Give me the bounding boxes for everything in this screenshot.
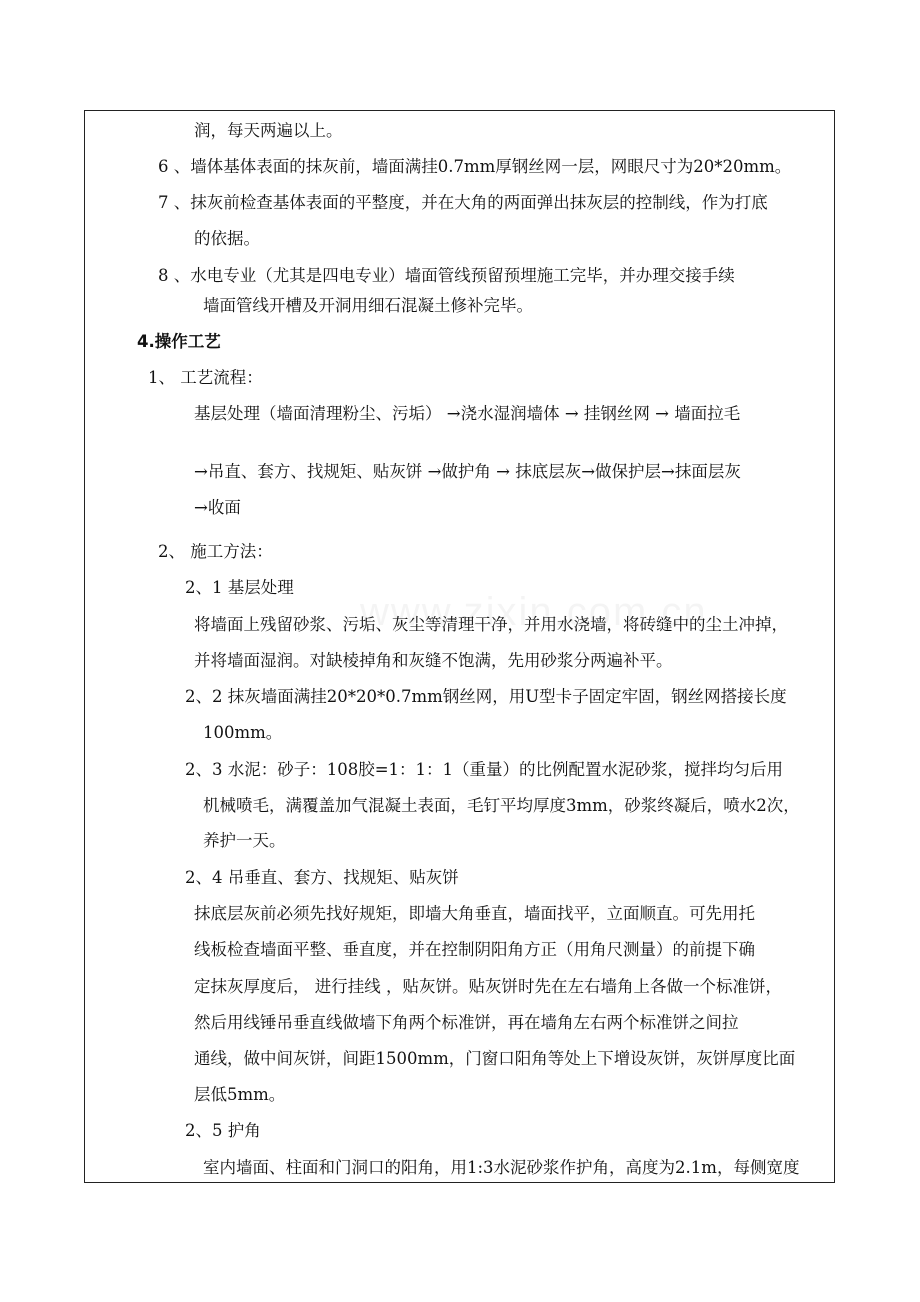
text-line: 1、 工艺流程： [148, 368, 263, 387]
text-line: 机械喷毛，满覆盖加气混凝土表面，毛钉平均厚度3mm，砂浆终凝后，喷水2次， [203, 796, 800, 815]
text-line: 100mm。 [203, 723, 283, 742]
text-line: 将墙面上残留砂浆、污垢、灰尘等清理干净，并用水浇墙，将砖缝中的尘土冲掉， [194, 615, 788, 634]
text-line: 2、3 水泥：砂子：108胶=1：1：1（重量）的比例配置水泥砂浆，搅拌均匀后用 [185, 760, 784, 779]
section-heading: 4.操作工艺 [137, 332, 221, 351]
text-line: 7 、抹灰前检查基体表面的平整度，并在大角的两面弹出抹灰层的控制线，作为打底 [158, 193, 768, 212]
text-line: 抹底层灰前必须先找好规矩，即墙大角垂直，墙面找平，立面顺直。可先用托 [194, 904, 755, 923]
text-line: 2、2 抹灰墙面满挂20*20*0.7mm钢丝网，用U型卡子固定牢固，钢丝网搭接长度 [185, 687, 787, 706]
text-line: 线板检查墙面平整、垂直度，并在控制阴阳角方正（用角尺测量）的前提下确 [194, 940, 755, 959]
text-line: 室内墙面、柱面和门洞口的阳角，用1:3水泥砂浆作护角，高度为2.1m，每侧宽度 [203, 1158, 800, 1177]
text-line: 通线，做中间灰饼，间距1500mm，门窗口阳角等处上下增设灰饼，灰饼厚度比面 [194, 1049, 796, 1068]
text-line: 基层处理（墙面清理粉尘、污垢） →浇水湿润墙体 → 挂钢丝网 → 墙面拉毛 [194, 404, 741, 423]
text-line: 8 、水电专业（尤其是四电专业）墙面管线预留预埋施工完毕，并办理交接手续 [158, 266, 735, 285]
text-line: 2、 施工方法： [158, 542, 273, 561]
text-line: 2、5 护角 [185, 1121, 261, 1140]
text-line: 并将墙面湿润。对缺棱掉角和灰缝不饱满，先用砂浆分两遍补平。 [194, 651, 673, 670]
text-line: 养护一天。 [203, 831, 286, 850]
text-line: 然后用线锤吊垂直线做墙下角两个标准饼，再在墙角左右两个标准饼之间拉 [194, 1013, 739, 1032]
text-line: 6 、墙体基体表面的抹灰前，墙面满挂0.7mm厚钢丝网一层，网眼尺寸为20*20mm。 [158, 157, 792, 176]
text-line: 层低5mm。 [194, 1085, 286, 1104]
text-line: 墙面管线开槽及开洞用细石混凝土修补完毕。 [203, 296, 533, 315]
text-line: 润，每天两遍以上。 [194, 121, 343, 140]
text-line: 2、4 吊垂直、套方、找规矩、贴灰饼 [185, 868, 459, 887]
text-line: →收面 [194, 498, 241, 517]
text-line: →吊直、套方、找规矩、贴灰饼 →做护角 → 抹底层灰→做保护层→抹面层灰 [194, 462, 741, 481]
text-line: 定抹灰厚度后， 进行挂线 ，贴灰饼。贴灰饼时先在左右墙角上各做一个标准饼， [194, 977, 782, 996]
text-line: 的依据。 [194, 229, 260, 248]
text-line: 2、1 基层处理 [185, 578, 294, 597]
